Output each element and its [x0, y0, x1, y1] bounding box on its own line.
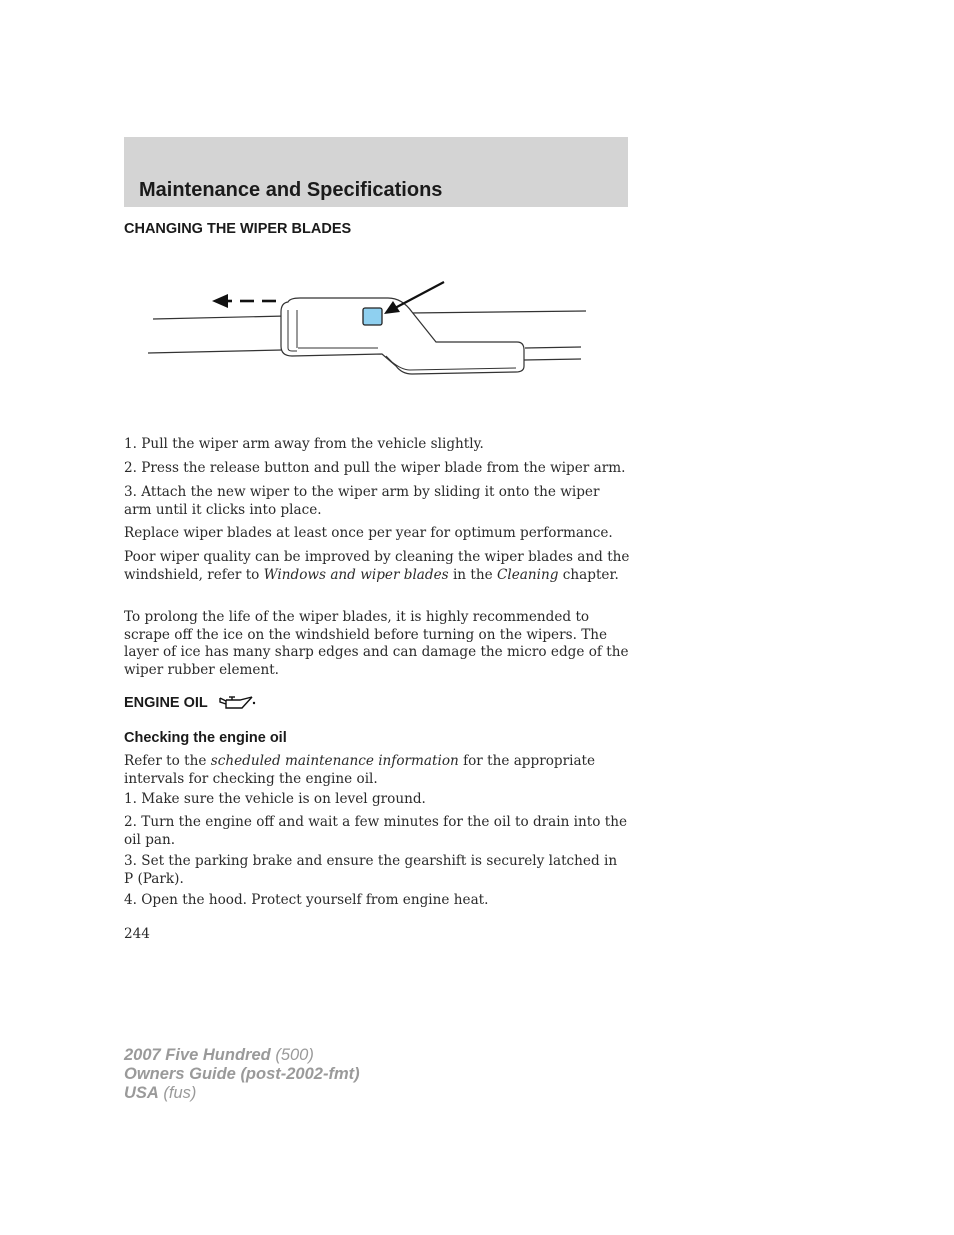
cleaning-chapter-reference: Cleaning [496, 566, 559, 583]
wiper-step-2: 2. Press the release button and pull the wiper blade from the wiper arm. [124, 460, 626, 476]
oil-step-3: 3. Set the parking brake and ensure the gearshift is securely latched in P (Park). [124, 853, 618, 887]
oil-step-4: 4. Open the hood. Protect yourself from engine heat. [124, 892, 489, 908]
oil-intro: Refer to the scheduled maintenance information for the appropriate intervals for checking the engine oil. [124, 753, 596, 787]
ice-note: To prolong the life of the wiper blades, it is highly recommended to scrape off the ice on the windshield before turning on the wipers. The layer of ice has many sharp edges and can damage the micro edge of the wiper rubber element. [124, 609, 629, 678]
slide-direction-arrow-icon [212, 294, 276, 308]
quality-note: Poor wiper quality can be improved by cleaning the wiper blades and the windshield, refer to Windows and wiper blades in the Cleaning chapter. [124, 549, 630, 583]
section-title: Maintenance and Specifications [139, 179, 443, 201]
page-number: 244 [124, 926, 150, 942]
wiper-step-1: 1. Pull the wiper arm away from the vehicle slightly. [124, 436, 484, 452]
wiper-blade-illustration [140, 270, 600, 380]
checking-engine-oil-subheading: Checking the engine oil [124, 730, 287, 746]
engine-oil-heading: ENGINE OIL [124, 695, 258, 711]
oil-can-icon [218, 695, 258, 711]
wiper-step-3: 3. Attach the new wiper to the wiper arm by sliding it onto the wiper arm until it clicks into place. [124, 484, 600, 518]
release-button-icon [363, 308, 382, 325]
oil-step-1: 1. Make sure the vehicle is on level ground. [124, 791, 426, 807]
document-footer: 2007 Five Hundred (500) Owners Guide (post-2002-fmt) USA (fus) [124, 1046, 360, 1102]
windows-wiper-reference: Windows and wiper blades [263, 566, 449, 583]
oil-step-2: 2. Turn the engine off and wait a few minutes for the oil to drain into the oil pan. [124, 814, 628, 848]
scheduled-maintenance-reference: scheduled maintenance information [210, 753, 459, 769]
section-header-band [124, 137, 628, 207]
replace-note: Replace wiper blades at least once per year for optimum performance. [124, 525, 613, 541]
wiper-section-heading: CHANGING THE WIPER BLADES [124, 221, 352, 237]
